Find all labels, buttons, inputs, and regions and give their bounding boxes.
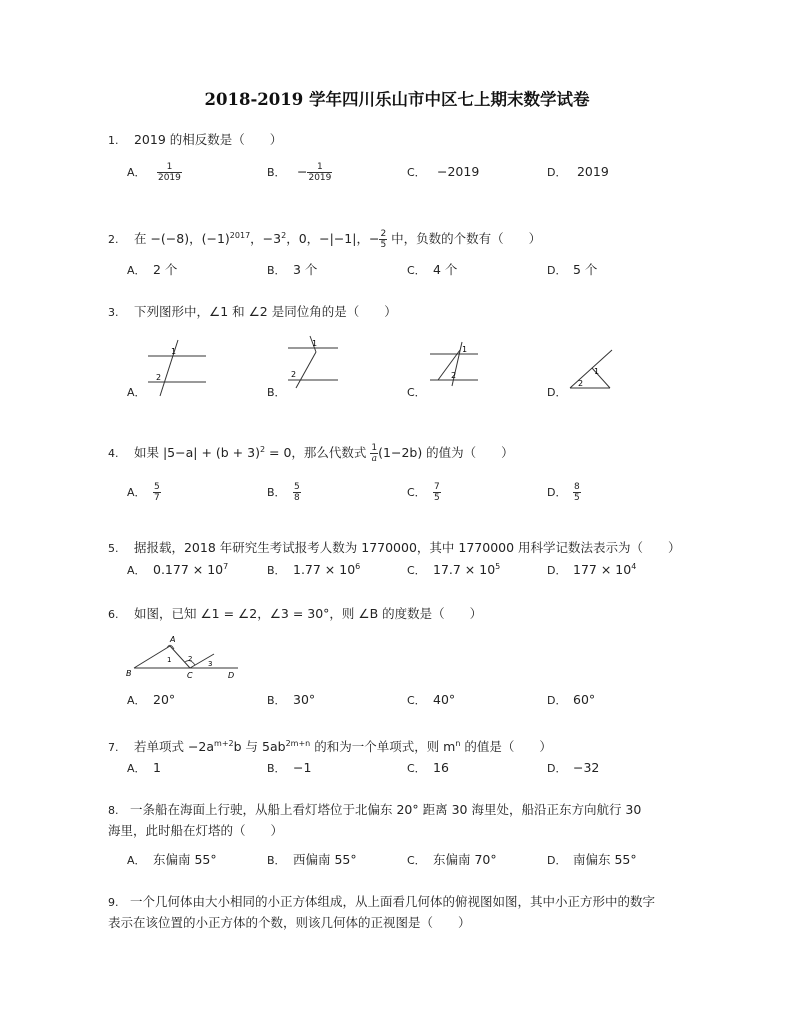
question-number: 2. (108, 233, 119, 247)
exponent: 2m+n (285, 739, 311, 748)
fraction: $\frac{2}{5}$ (380, 229, 387, 251)
figure-a (140, 336, 210, 400)
option-label: A． (127, 166, 146, 179)
question-4 (108, 440, 708, 464)
option-d (547, 850, 637, 868)
point-label: B (126, 669, 132, 678)
exponent: 4 (631, 562, 637, 571)
option-c (407, 760, 449, 776)
question-number: 4. (108, 447, 119, 461)
option-text: 2 个 (153, 262, 178, 277)
question-text: ，−3 (250, 231, 282, 247)
option-label: A． (127, 694, 146, 707)
angle-label: 1 (171, 347, 177, 356)
option-b (267, 260, 317, 278)
option-d (547, 692, 595, 708)
option-text: 17.7 × 10 (433, 562, 496, 578)
fraction: $\frac{1}{2019}$ (157, 162, 181, 183)
question-text: b 与 5ab (233, 739, 286, 755)
option-text: −32 (573, 760, 600, 775)
option-text: 40° (433, 692, 456, 707)
option-d (547, 164, 609, 180)
question-3 (108, 302, 708, 323)
option-b (267, 760, 311, 776)
option-a (127, 562, 228, 578)
fraction: $\frac{1}{2019}$ (308, 162, 332, 183)
question-text: 海里，此时船在灯塔的（ ） (108, 823, 284, 838)
option-label: A． (127, 486, 146, 499)
option-label: D． (547, 694, 567, 707)
option-text: 东偏南 55° (153, 852, 217, 867)
option-label: D． (547, 854, 567, 867)
question-text: 在 −(−8)，(−1) (133, 231, 230, 247)
option-d (547, 562, 636, 578)
option-c (407, 850, 497, 868)
option-c (407, 260, 457, 278)
option-label: D． (547, 264, 567, 277)
question-text: 中，负数的个数有（ ） (387, 231, 542, 247)
fraction: $\frac{5}{7}$ (154, 482, 160, 503)
option-c (407, 482, 441, 503)
option-text: −1 (293, 760, 312, 775)
option-label: A． (127, 264, 146, 277)
option-text: 5 个 (573, 262, 598, 277)
question-6 (108, 604, 708, 625)
fraction: $\frac{8}{5}$ (574, 482, 580, 503)
option-text: 西偏南 55° (293, 852, 357, 867)
option-label: B． (267, 486, 286, 499)
option-label: A． (127, 762, 146, 775)
option-a (127, 692, 175, 708)
option-b (267, 850, 357, 868)
option-text: 4 个 (433, 262, 458, 277)
option-label: B． (267, 166, 286, 179)
exponent: 2017 (229, 231, 251, 240)
option-label: C． (407, 166, 426, 179)
option-a (127, 850, 217, 868)
angle-label: 2 (291, 370, 297, 379)
angle-label: 1 (312, 339, 318, 348)
option-label: B． (267, 854, 286, 867)
option-a (127, 260, 177, 278)
option-label: C． (407, 264, 426, 277)
question-text: 表示在该位置的小正方体的个数，则该几何体的正视图是（ ） (108, 915, 471, 930)
question-number: 5. (108, 542, 119, 555)
question-number: 3. (108, 306, 119, 319)
option-text: 60° (573, 692, 596, 707)
figure-q6 (122, 632, 242, 682)
question-number: 7. (108, 741, 119, 755)
option-label: B． (267, 386, 286, 399)
question-number: 9. (108, 896, 119, 909)
fraction: $\frac{1}{a}$ (371, 443, 378, 465)
option-label: C． (407, 854, 426, 867)
option-text: 南偏东 55° (573, 852, 637, 867)
exponent: 5 (495, 562, 501, 571)
option-label: D． (547, 386, 567, 399)
point-label: C (187, 671, 193, 680)
option-text: 177 × 10 (573, 562, 632, 578)
question-text: ，0，−|−1|，− (286, 231, 380, 247)
option-label: A． (127, 564, 146, 578)
option-d (547, 760, 599, 776)
angle-label: 1 (462, 345, 468, 354)
option-label: D． (547, 564, 567, 578)
figure-c (424, 338, 484, 388)
angle-label: 1 (594, 367, 600, 376)
point-label: A (170, 635, 176, 644)
option-a (127, 760, 161, 776)
question-number: 8. (108, 804, 119, 817)
option-label: C． (407, 564, 426, 578)
figure-b (282, 332, 342, 392)
angle-label: 2 (578, 379, 584, 388)
option-label: B． (267, 694, 286, 707)
exponent: 2 (259, 445, 266, 454)
option-a (127, 162, 182, 183)
option-b (267, 482, 301, 503)
option-label: C． (407, 694, 426, 707)
question-number: 6. (108, 608, 119, 621)
question-text: (1−2b) 的值为（ ） (378, 445, 514, 461)
option-text: 1.77 × 10 (293, 562, 356, 578)
exponent: 2 (281, 231, 287, 240)
option-text: 20° (153, 692, 176, 707)
question-text: 一条船在海面上行驶，从船上看灯塔位于北偏东 20° 距离 30 海里处，船沿正东方向航行 30 (130, 802, 642, 817)
option-label: B． (267, 264, 286, 277)
question-text: 如果 |5−a| + (b + 3) (133, 445, 260, 461)
option-c (407, 692, 455, 708)
line (570, 350, 612, 388)
question-2 (108, 226, 708, 250)
option-a (127, 482, 161, 503)
angle-label: 2 (156, 373, 162, 382)
angle-label: 2 (188, 655, 193, 663)
option-b (267, 692, 315, 708)
option-text: 东偏南 70° (433, 852, 497, 867)
option-label: D． (547, 166, 567, 179)
exponent: 6 (355, 562, 361, 571)
angle-label: 1 (167, 656, 172, 664)
sign: − (296, 164, 308, 179)
option-label: D． (547, 486, 567, 499)
option-label: B． (267, 564, 286, 578)
question-text: 若单项式 −2a (133, 739, 215, 755)
option-b (267, 562, 360, 578)
figure-d (566, 346, 616, 392)
option-label: A． (127, 854, 146, 867)
option-label: D． (547, 762, 567, 775)
question-text: 据报载，2018 年研究生考试报考人数为 1770000，其中 1770000 用科学记数法表示为（ ） (133, 540, 681, 555)
exponent: n (455, 739, 461, 748)
point-label: D (228, 671, 235, 680)
option-b (267, 162, 332, 183)
angle-label: 2 (451, 371, 457, 380)
question-text: 的和为一个单项式，则 m (310, 739, 456, 755)
angle-label: 3 (208, 660, 213, 668)
option-label: C． (407, 486, 426, 499)
option-d (547, 482, 581, 503)
exponent: m+2 (214, 739, 234, 748)
option-c (407, 562, 500, 578)
question-text: 如图，已知 ∠1 = ∠2，∠3 = 30°，则 ∠B 的度数是（ ） (133, 606, 483, 621)
option-text: 3 个 (293, 262, 318, 277)
option-c (407, 164, 479, 180)
option-label: C． (407, 386, 426, 399)
question-7 (108, 734, 708, 758)
question-text: 2019 的相反数是（ ） (133, 132, 283, 147)
line (296, 352, 316, 388)
option-label: C． (407, 762, 426, 775)
question-text: 下列图形中，∠1 和 ∠2 是同位角的是（ ） (133, 304, 397, 319)
fraction: $\frac{7}{5}$ (434, 482, 440, 503)
question-9 (108, 892, 708, 933)
option-d (547, 260, 597, 278)
question-text: 的值是（ ） (460, 739, 552, 755)
option-text: 1 (153, 760, 161, 775)
page-title: 2018-2019 学年四川乐山市中区七上期末数学试卷 (204, 90, 590, 109)
option-label: B． (267, 762, 286, 775)
option-label: A． (127, 386, 146, 399)
question-8 (108, 800, 708, 841)
option-text: 16 (433, 760, 449, 775)
exponent: 7 (223, 562, 229, 571)
question-text: 一个几何体由大小相同的小正方体组成，从上面看几何体的俯视图如图，其中小正方形中的数字 (130, 894, 656, 909)
option-text: 30° (293, 692, 316, 707)
question-5 (108, 538, 708, 559)
question-text: = 0，那么代数式 (265, 445, 371, 461)
question-number: 1. (108, 134, 119, 147)
segment-ac (170, 646, 193, 668)
option-text: −2019 (436, 164, 480, 179)
fraction: $\frac{5}{8}$ (294, 482, 300, 503)
option-text: 2019 (576, 164, 609, 179)
option-text: 0.177 × 10 (153, 562, 224, 578)
question-1 (108, 130, 708, 151)
segment-ba (134, 646, 170, 668)
